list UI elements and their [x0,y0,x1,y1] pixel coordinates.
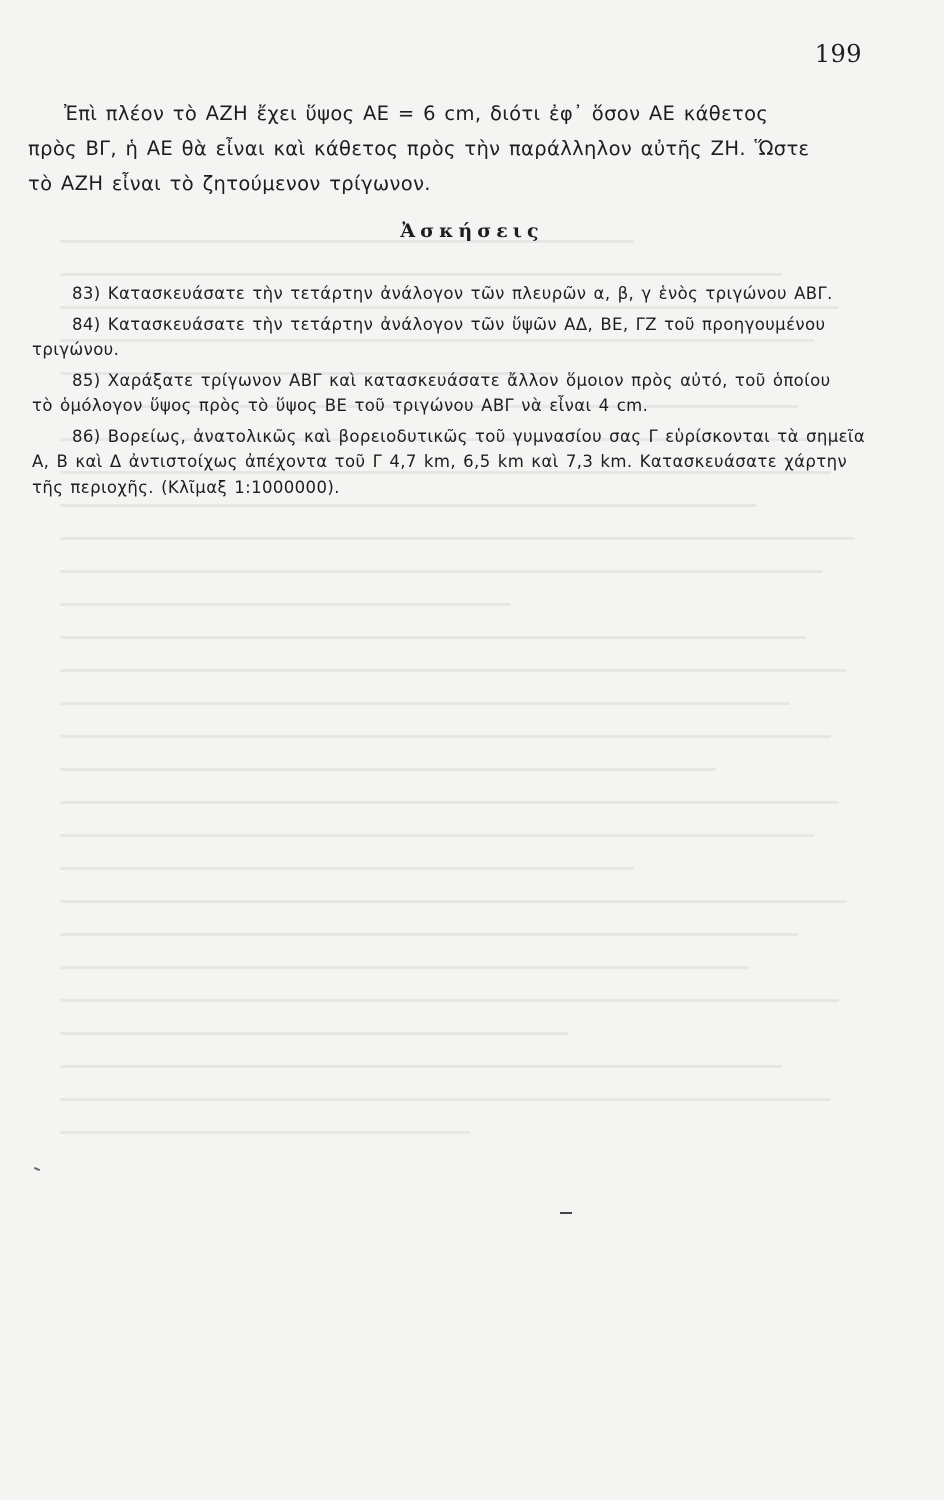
exercises-heading: Ἀσκήσεις [400,220,544,242]
exercise-line: τὸ ὁμόλογον ὕψος πρὸς τὸ ὕψος ΒΕ τοῦ τριγώνου ΑΒΓ νὰ εἶναι 4 cm. [32,396,649,415]
exercise-line: 86) Βορείως, ἀνατολικῶς καὶ βορειοδυτικῶς τοῦ γυμνασίου σας Γ εὑρίσκονται τὰ σημεῖα [72,426,866,446]
exercise-line: 83) Κατασκευάσατε τὴν τετάρτην ἀνάλογον τῶν πλευρῶν α, β, γ ἑνὸς τριγώνου ΑΒΓ. [72,284,833,303]
exercise-line: τριγώνου. [32,340,120,359]
exercise-list [32,281,867,505]
exercise-86 [32,424,867,501]
exercise-83 [32,281,867,307]
exercise-line: 84) Κατασκευάσατε τὴν τετάρτην ἀνάλογον τῶν ὕψῶν ΑΔ, ΒΕ, ΓΖ τοῦ προηγουμένου [72,314,826,334]
exercise-line: Α, Β καὶ Δ ἀντιστοίχως ἀπέχοντα τοῦ Γ 4,7 km, 6,5 km καὶ 7,3 km. Κατασκευάσατε χάρτην [32,452,848,471]
intro-line: πρὸς ΒΓ, ἡ ΑΕ θὰ εἶναι καὶ κάθετος πρὸς τὴν παράλληλον αὐτῆς ΖΗ. Ὥστε [28,137,810,160]
exercise-85 [32,368,867,419]
stray-mark [34,1167,40,1171]
intro-line: Ἐπὶ πλέον τὸ ΑΖΗ ἔχει ὕψος ΑΕ = 6 cm, διότι ἐφ᾽ ὅσον ΑΕ κάθετος [64,102,769,125]
exercise-line: 85) Χαράξατε τρίγωνον ΑΒΓ καὶ κατασκευάσατε ἄλλον ὅμοιον πρὸς αὐτό, τοῦ ὁποίου [72,370,831,390]
exercise-84 [32,312,867,363]
intro-line: τὸ ΑΖΗ εἶναι τὸ ζητούμενον τρίγωνον. [28,172,431,195]
intro-paragraph [28,96,863,201]
stray-mark [560,1212,572,1214]
page-number: 199 [814,40,862,68]
exercise-line: τῆς περιοχῆς. (Κλῖμαξ 1:1000000). [32,477,340,497]
